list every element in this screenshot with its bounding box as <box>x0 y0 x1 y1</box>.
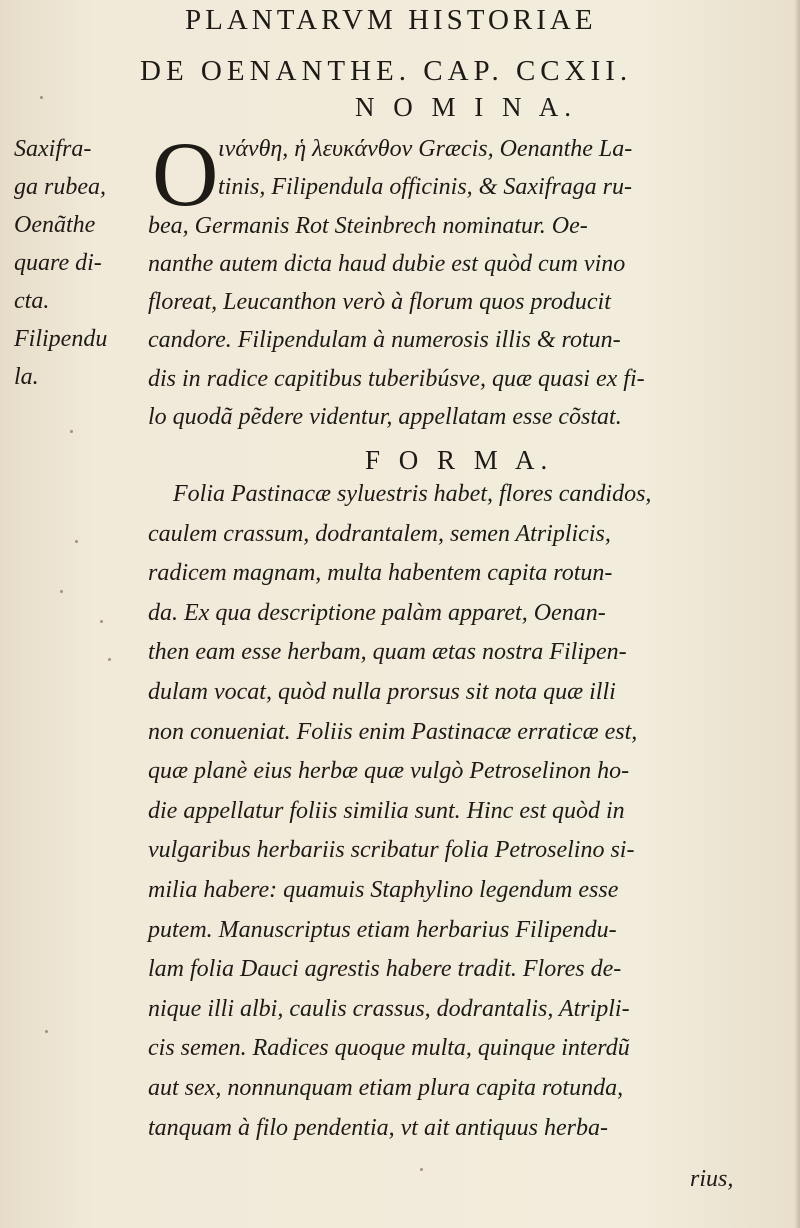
section-heading-nomina: N O M I N A. <box>355 92 578 122</box>
text-line: floreat, Leucanthon verò à florum quos producit <box>148 289 611 316</box>
margin-note: Oenãthe <box>14 212 96 238</box>
text-line: dis in radice capitibus tuberibúsve, quæ quasi ex fi- <box>148 365 645 392</box>
text-line: cis semen. Radices quoque multa, quinque interdũ <box>148 1035 630 1062</box>
margin-note: ga rubea, <box>14 174 106 200</box>
text-line: caulem crassum, dodrantalem, semen Atriplicis, <box>148 520 611 547</box>
margin-note: Filipendu <box>14 326 108 352</box>
text-line: quæ planè eius herbæ quæ vulgò Petroselinon ho- <box>148 758 630 785</box>
text-line: tanquam à filo pendentia, vt ait antiquus herba- <box>148 1114 608 1141</box>
text-line: nique illi albi, caulis crassus, dodrantalis, Atripli- <box>148 995 630 1022</box>
text-line: lam folia Dauci agrestis habere tradit. Flores de- <box>148 956 622 983</box>
text-line: dulam vocat, quòd nulla prorsus sit nota quæ illi <box>148 678 616 705</box>
text-line: aut sex, nonnunquam etiam plura capita rotunda, <box>148 1074 624 1101</box>
text-line: milia habere: quamuis Staphylino legendum esse <box>148 876 619 903</box>
drop-cap: O <box>152 123 219 225</box>
text-line: ινάνθη, ἡ λευκάνθον Græcis, Oenanthe La- <box>218 136 633 162</box>
chapter-heading: DE OENANTHE. CAP. CCXII. <box>140 55 633 87</box>
text-line: bea, Germanis Rot Steinbrech nominatur. Oe- <box>148 212 588 239</box>
page-edge-shadow <box>794 0 800 1228</box>
section-heading-forma: F O R M A. <box>365 445 554 475</box>
text-line: tinis, Filipendula officinis, & Saxifraga ru- <box>218 174 632 201</box>
forma-paragraph <box>148 475 773 1148</box>
text-line: putem. Manuscriptus etiam herbarius Filipendu- <box>148 916 617 943</box>
margin-note: quare di- <box>14 250 102 276</box>
nomina-paragraph <box>148 123 773 436</box>
text-line: nanthe autem dicta haud dubie est quòd cum vino <box>148 250 626 277</box>
margin-note: la. <box>14 364 39 390</box>
margin-note: Saxifra- <box>14 136 92 162</box>
text-line: non conueniat. Foliis enim Pastinacæ erraticæ est, <box>148 718 638 745</box>
text-line: vulgaribus herbariis scribatur folia Petroselino si- <box>148 837 635 864</box>
catchword: rius, <box>690 1166 734 1192</box>
running-title: PLANTARVM HISTORIAE <box>185 4 597 36</box>
text-line: then eam esse herbam, quam ætas nostra Filipen- <box>148 639 627 666</box>
text-line: Folia Pastinacæ syluestris habet, flores candidos, <box>173 481 652 507</box>
text-line: lo quodã pẽdere videntur, appellatam esse cõstat. <box>148 404 622 431</box>
margin-notes <box>14 130 144 396</box>
margin-note: cta. <box>14 288 50 314</box>
text-line: radicem magnam, multa habentem capita rotun- <box>148 560 613 587</box>
text-line: candore. Filipendulam à numerosis illis & rotun- <box>148 327 621 354</box>
text-line: die appellatur foliis similia sunt. Hinc est quòd in <box>148 797 625 824</box>
text-line: da. Ex qua descriptione palàm apparet, Oenan- <box>148 599 606 626</box>
